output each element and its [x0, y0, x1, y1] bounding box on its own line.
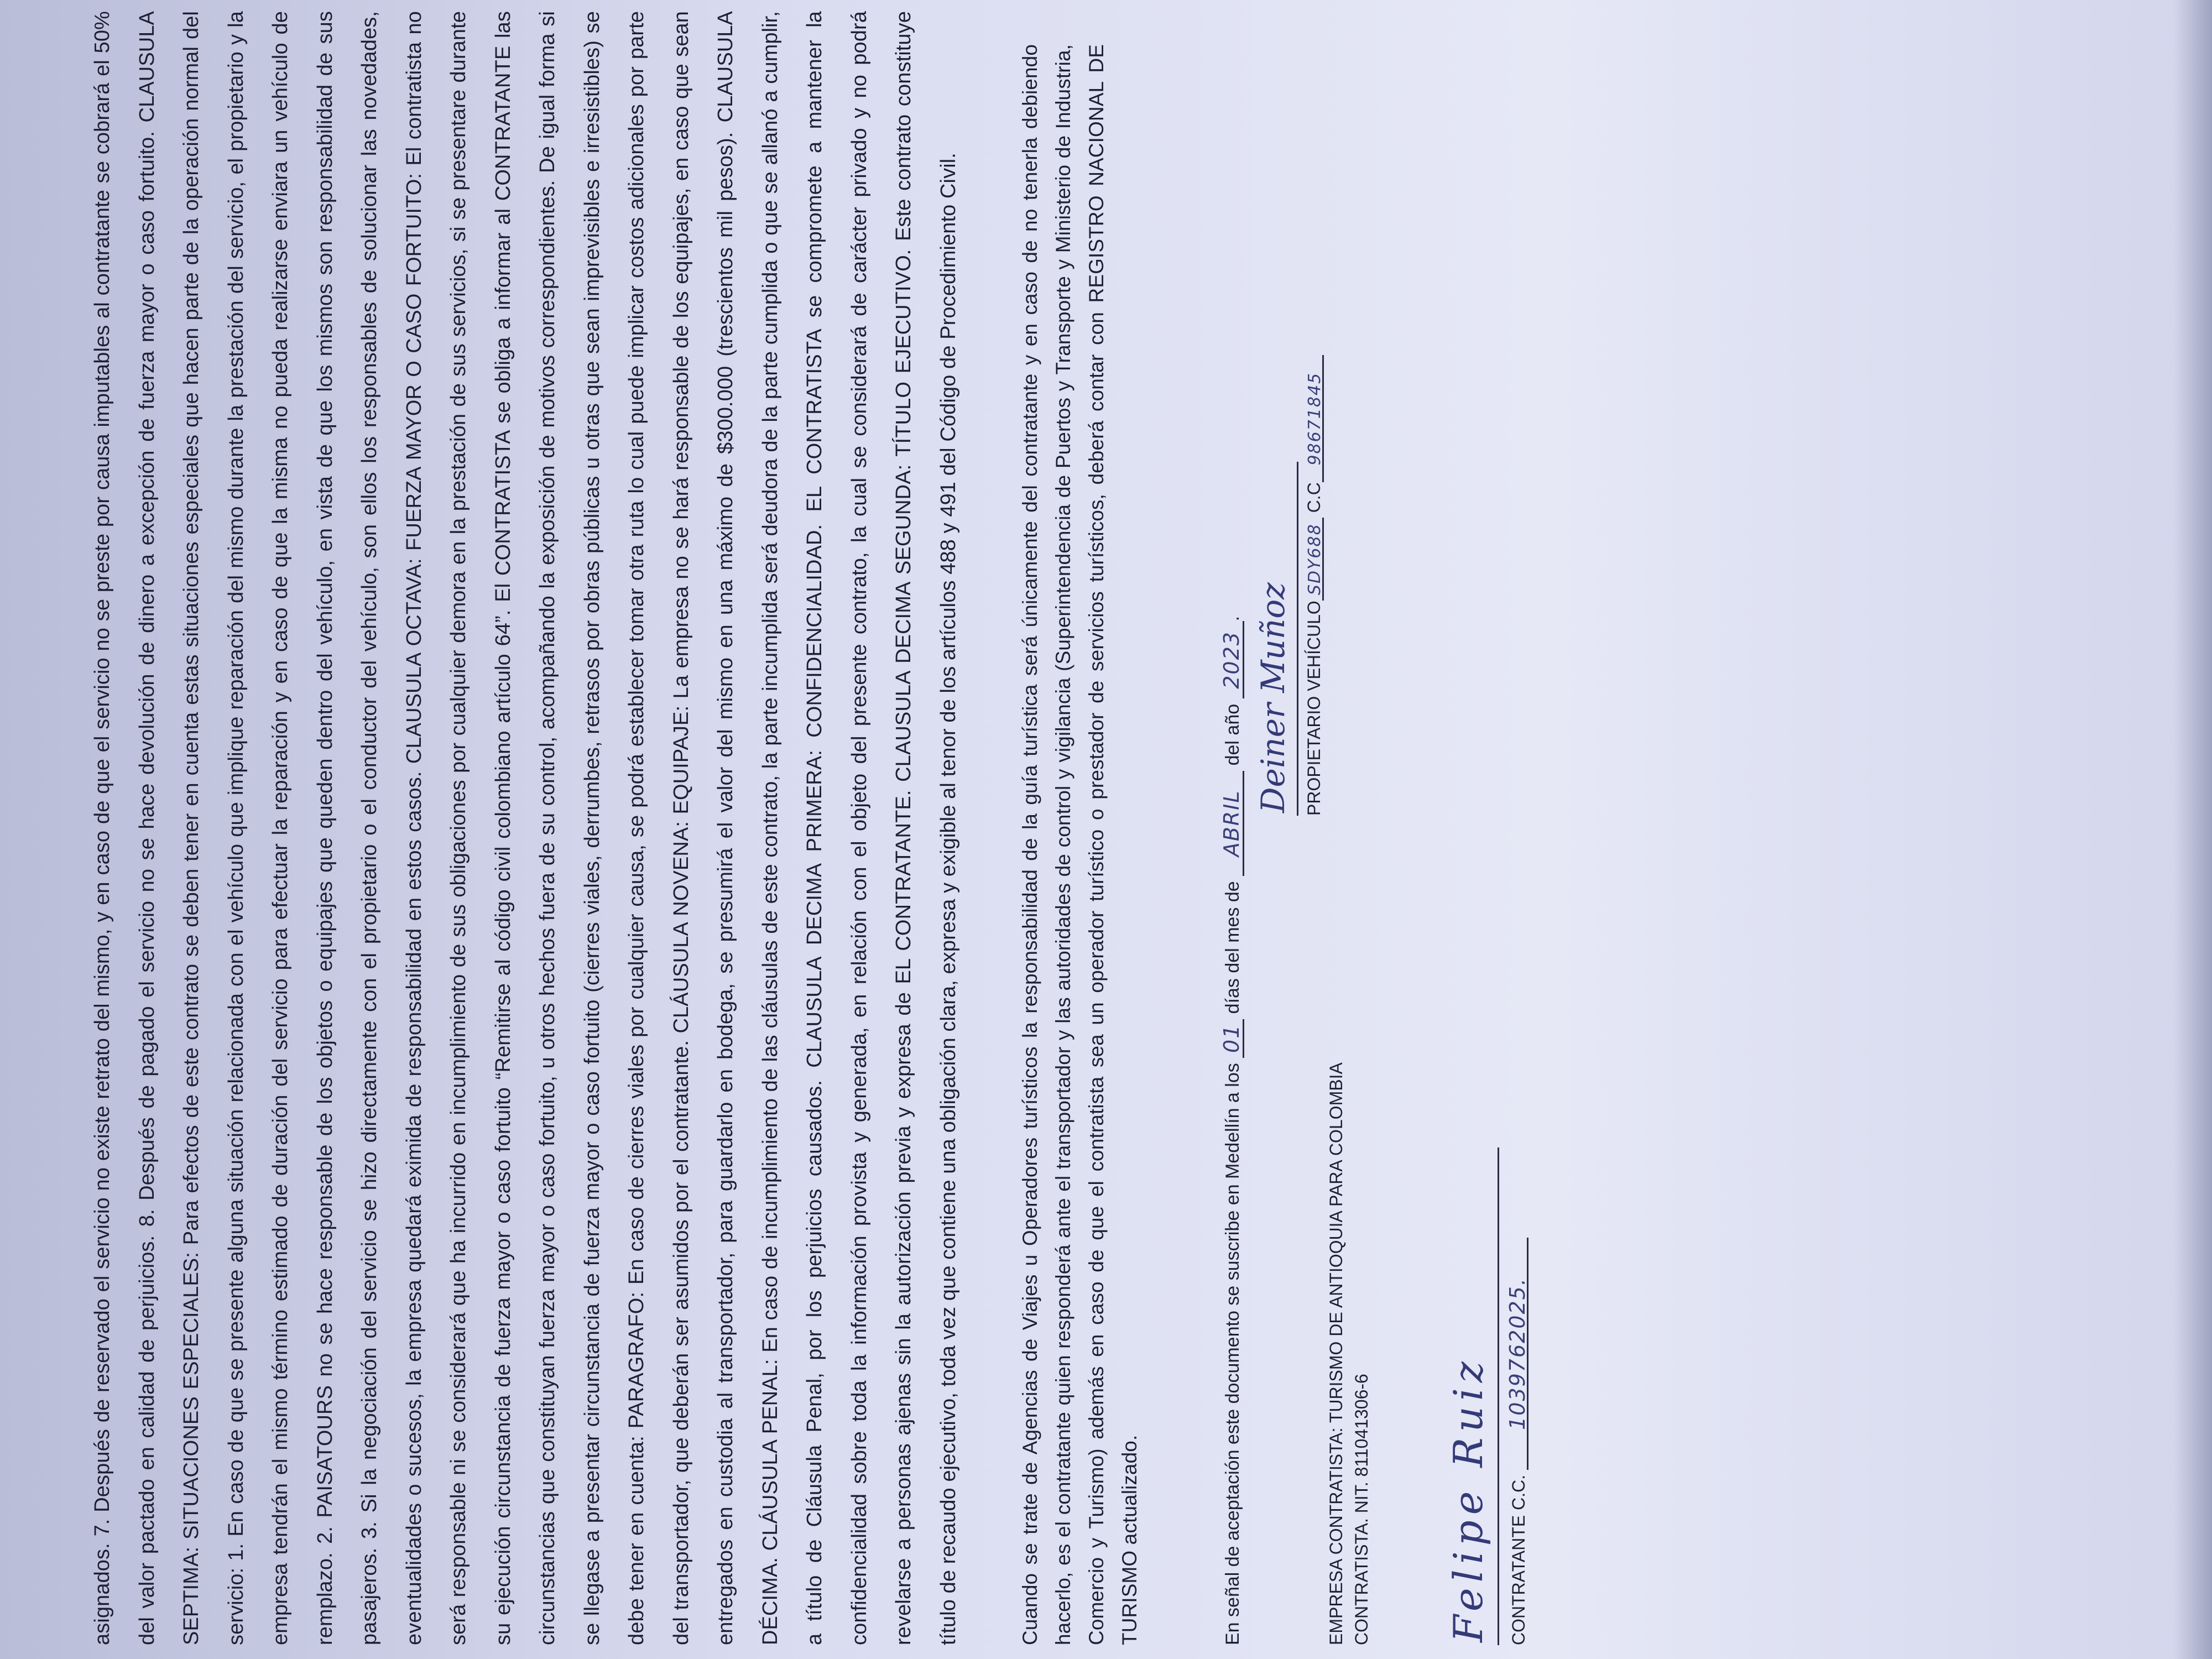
contratante-cc-blank	[1505, 1238, 1528, 1470]
contratante-label: CONTRATANTE C.C.	[1509, 1474, 1528, 1645]
year-blank	[1218, 621, 1244, 698]
year-text: del año	[1222, 703, 1243, 766]
contratista-nit: CONTRATISTA. NIT. 811041306-6	[1352, 1374, 1371, 1645]
month-value: ABRIL	[1219, 790, 1244, 857]
day-value: 01	[1219, 1024, 1244, 1053]
acceptance-period: .	[1222, 615, 1243, 622]
acceptance-text: En señal de aceptación este documento se suscribe en Medellín a los	[1222, 1063, 1243, 1645]
contratante-signature: Felipe Ruiz	[1445, 1356, 1491, 1642]
propietario-cc-blank	[1301, 355, 1324, 482]
vehicle-blank	[1301, 518, 1324, 601]
year-value: 2023	[1219, 631, 1244, 689]
propietario-cc-label: C.C	[1304, 482, 1324, 513]
propietario-signature-line	[1297, 462, 1298, 816]
contract-clauses-paragraph: asignados. 7. Después de reservado el servicio no existe retrato del mismo, y en caso de que el servicio no se preste por causa imputables al contratante se cobrará el 50% del valor pactado en calidad de perjuicios. 8. Después de pagado el servicio no se hace devolución de dinero a excepción de fuerza mayor o caso fortuito. CLAUSULA SEPTIMA: SITUACIONES ESPECIALES: Para efectos de este contrato se deben tener en cuenta estas situaciones especiales que hacen parte de la operación normal del servicio: 1. En caso de que se presente alguna situación relacionada con el vehículo que implique reparación del mismo durante la prestación del servicio, el propietario y la empresa tendrán el mismo término estimado de duración del servicio para efectuar la reparación y en caso de que la misma no pueda realizarse enviara un vehículo de remplazo. 2. PAISATOURS no se hace responsable de los objetos o equipajes que queden dentro del vehículo, en vista de que los mismos son responsabilidad de sus pasajeros. 3. Si la negociación del servicio se hizo directamente con el propietario o el conductor del vehículo, son ellos los responsables de solucionar las novedades, eventualidades o sucesos, la empresa quedará eximida de responsabilidad en estos casos. CLAUSULA OCTAVA: FUERZA MAYOR O CASO FORTUITO: El contratista no será responsable ni se considerará que ha incurrido en incumplimiento de sus obligaciones por cualquier demora en la prestación de sus servicios, si se presentare durante su ejecución circunstancia de fuerza mayor o caso fortuito “Remitirse al código civil colombiano artículo 64”. El CONTRATISTA se obliga a informar al CONTRATANTE las circunstancias que constituyan fuerza mayor o caso fortuito, u otros hechos fuera de su control, acompañando la exposición de motivos correspondientes. De igual forma si se llegase a presentar circunstancia de fuerza mayor o caso fortuito (cierres viales, derrumbes, retrasos por obras públicas u otras que sean imprevisibles e irresistibles) se debe tener en cuenta: PARAGRAFO: En caso de cierres viales por cualquier causa, se podrá establecer tomar otra ruta lo cual puede implicar costos adicionales por parte del transportador, que deberán ser asumidos por el contratante. CLÁUSULA NOVENA: EQUIPAJE: La empresa no se hará responsable de los equipajes, en caso que sean entregados en custodia al transportador, para guardarlo en bodega, se presumirá el valor del mismo en una máximo de $300.000 (trescientos mil pesos). CLAUSULA DÉCIMA. CLÁUSULA PENAL: En caso de incumplimiento de las cláusulas de este contrato, la parte incumplida será deudora de la parte cumplida o que se allanó a cumplir, a título de Cláusula Penal, por los perjuicios causados. CLAUSULA DECIMA PRIMERA: CONFIDENCIALIDAD. EL CONTRATISTA se compromete a mantener la confidencialidad sobre toda la información provista y generada, en relación con el objeto del presente contrato, la cual se considerará de carácter privado y no podrá revelarse a personas ajenas sin la autorización previa y expresa de EL CONTRATANTE. CLAUSULA DECIMA SEGUNDA: TÍTULO EJECUTIVO. Este contrato constituye título de recaudo ejecutivo, toda vez que contiene una obligación clara, expresa y exigible al tenor de los artículos 488 y 491 del Código de Procedimiento Civil.	[91, 11, 960, 1645]
propietario-signature: Deiner Muñoz	[1254, 582, 1292, 813]
propietario-label: PROPIETARIO VEHÍCULO	[1304, 601, 1324, 816]
contratante-block	[1505, 1238, 1531, 1645]
signature-section	[1254, 11, 1876, 1645]
vehicle-id: SDY688	[1305, 523, 1324, 596]
propietario-block	[1301, 355, 1327, 816]
contratista-block	[1323, 1062, 1374, 1645]
day-blank	[1218, 1019, 1244, 1058]
contract-page	[80, 11, 1876, 1645]
propietario-cc-number: 98671845	[1305, 372, 1324, 466]
contratista-name: EMPRESA CONTRATISTA: TURISMO DE ANTIOQUIA PARA COLOMBIA	[1326, 1062, 1346, 1645]
month-text: días del mes de	[1222, 881, 1243, 1014]
month-blank	[1218, 771, 1244, 876]
contratante-cc-number: 1039762025.	[1505, 1277, 1530, 1430]
tourism-responsibility-paragraph: Cuando se trate de Agencias de Viajes u Operadores turísticos la responsabilidad de la guía turística será únicamente del contratante y en caso de no tenerla debiendo hacerlo, es el contratante quien responderá ante el transportador y las autoridades de control y vigilancia (Superintendencia de Puertos y Transporte y Ministerio de Industria, Comercio y Turismo) además en caso de que el contratista sea un operador turístico o prestador de servicios turísticos, deberá contar con REGISTRO NACIONAL DE TURISMO actualizado.	[1019, 44, 1141, 1645]
page-edge-shadow	[2173, 0, 2212, 1659]
acceptance-line	[1218, 11, 1246, 1645]
contratante-signature-line	[1498, 1147, 1499, 1645]
